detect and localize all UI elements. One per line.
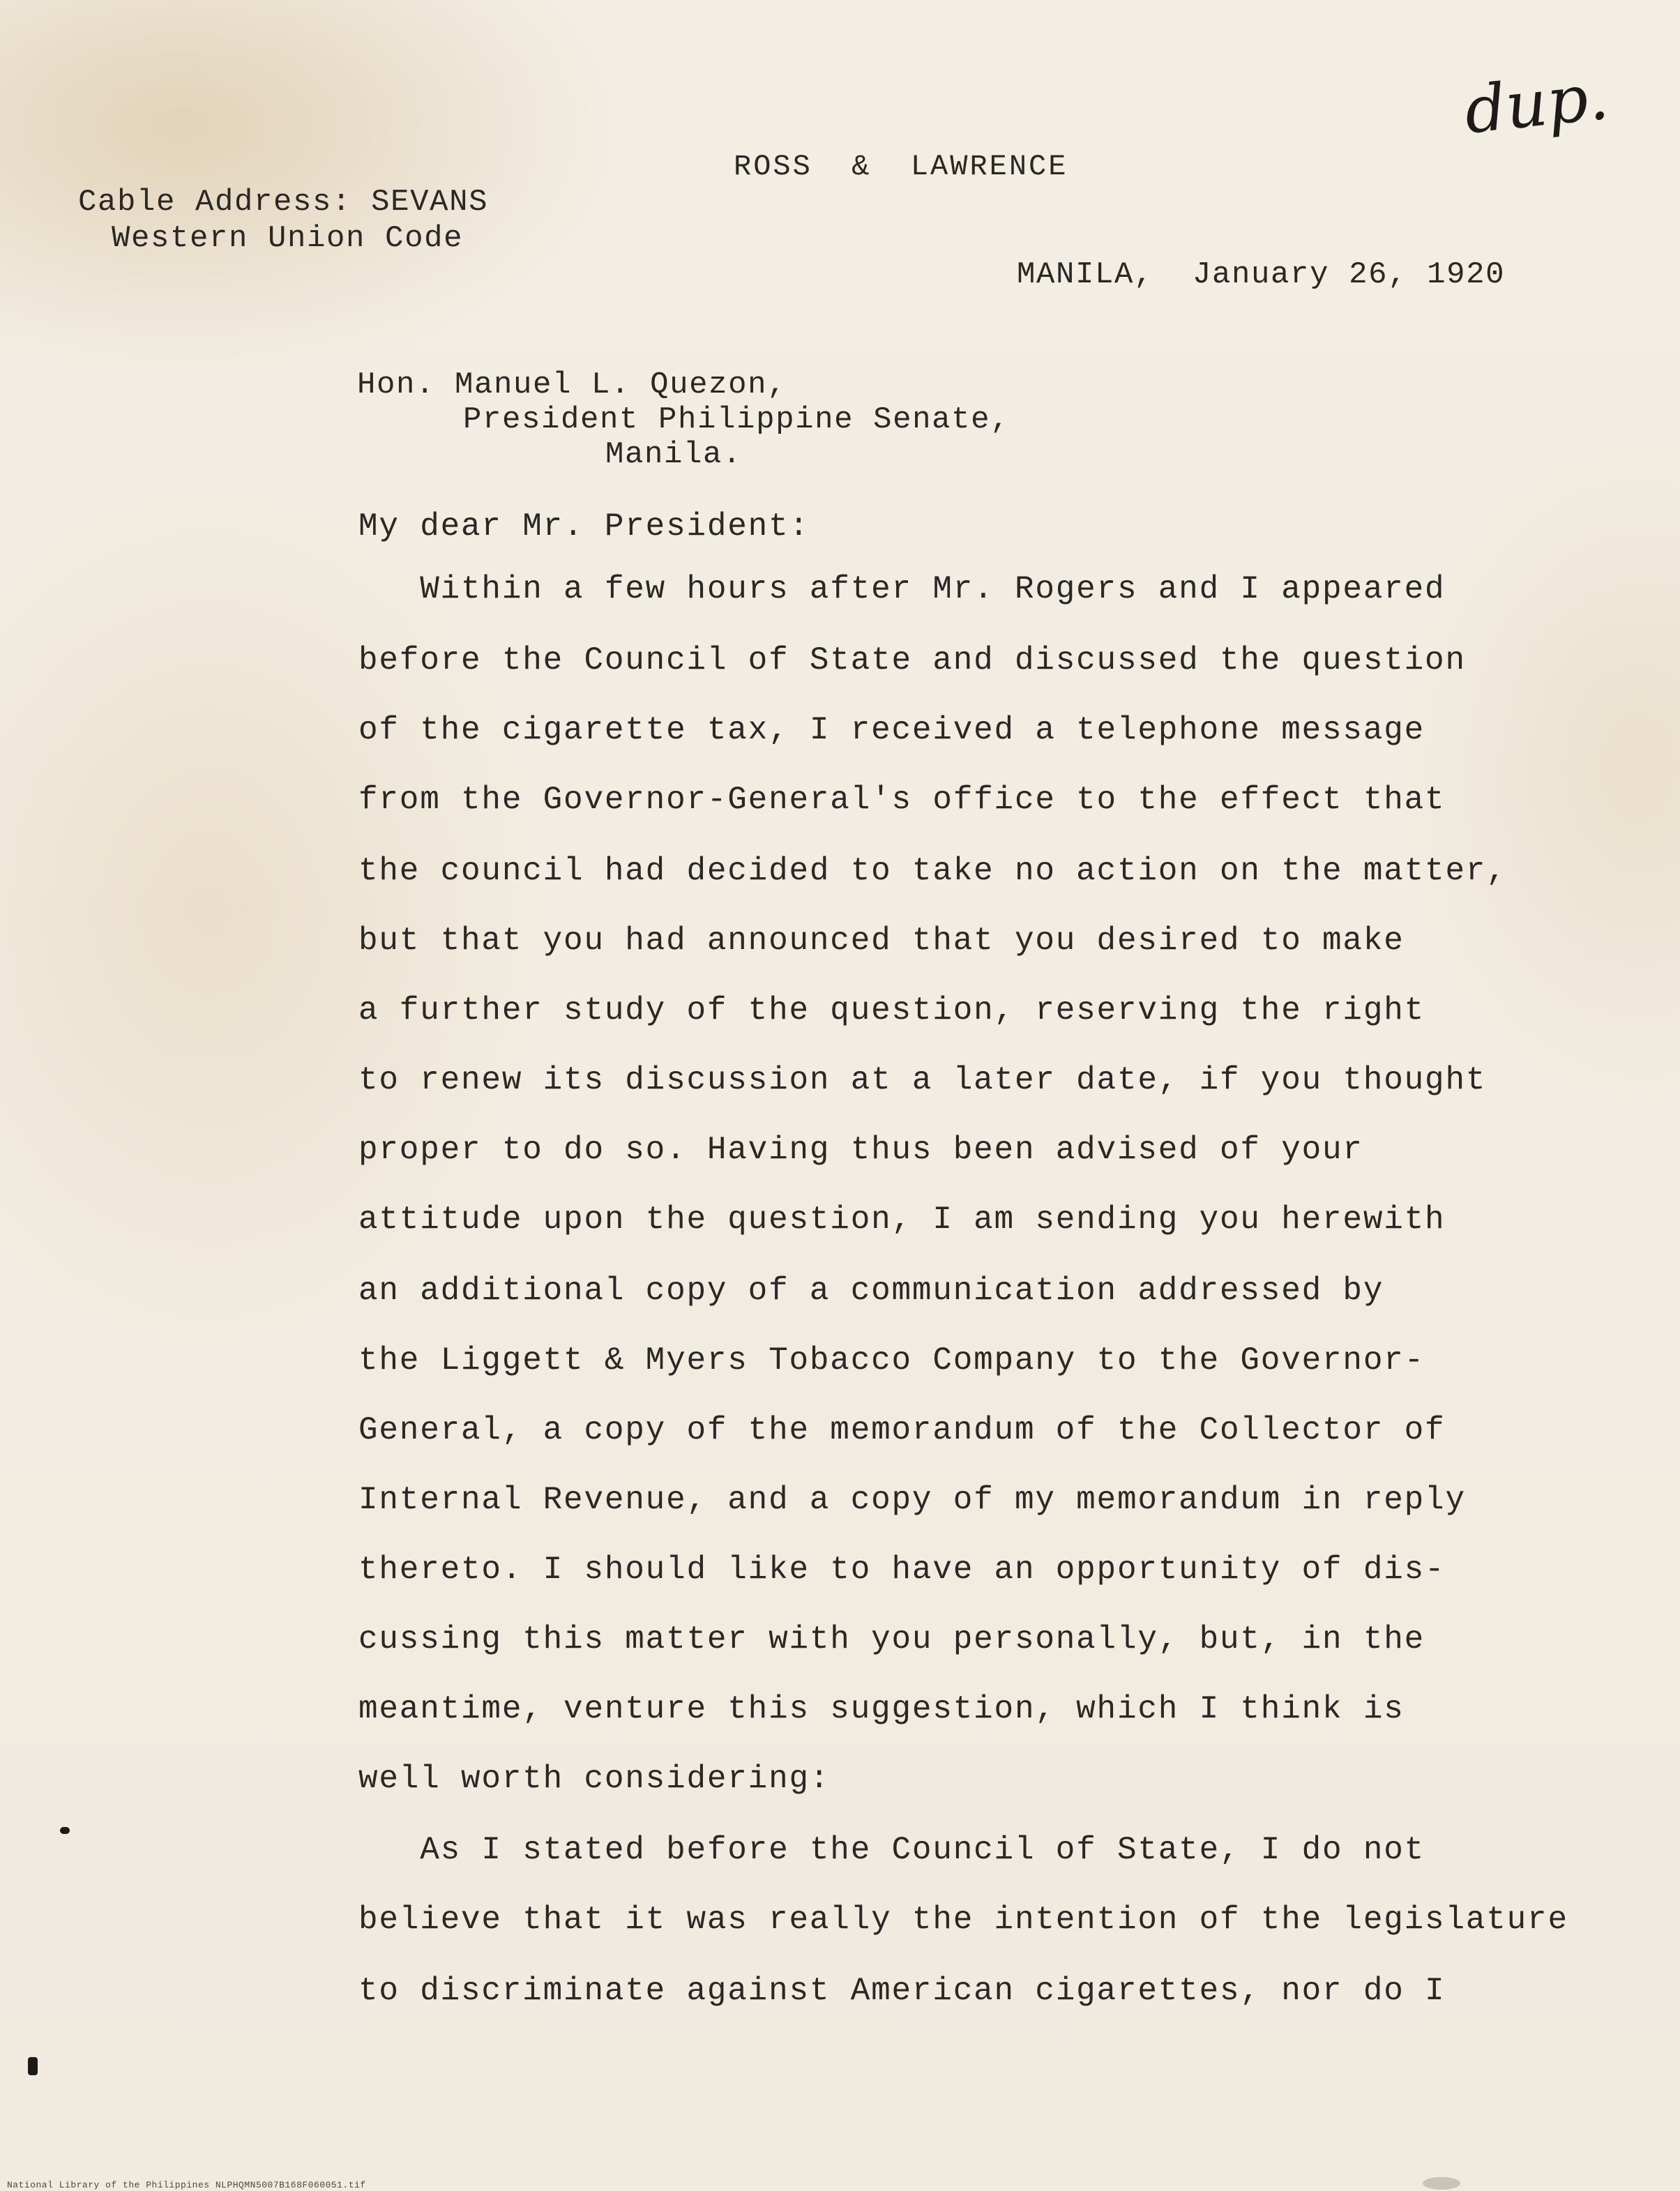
addressee-city: Manila. [605,437,743,472]
body-line: cussing this matter with you personally, but, in the [358,1621,1425,1658]
telegraph-code: Western Union Code [112,221,464,256]
body-line: the council had decided to take no action on the matter, [358,853,1507,889]
cable-address: Cable Address: SEVANS [78,185,489,220]
body-line: General, a copy of the memorandum of the Collector of [358,1412,1446,1448]
body-line: the Liggett & Myers Tobacco Company to the Governor- [358,1342,1425,1379]
body-line: an additional copy of a communication addressed by [358,1273,1384,1309]
handwritten-note: dup. [1460,59,1612,149]
body-line: well worth considering: [358,1761,831,1797]
body-line: Internal Revenue, and a copy of my memorandum in reply [358,1482,1466,1518]
body-line: from the Governor-General's office to the effect that [358,782,1446,818]
body-line: thereto. I should like to have an opportunity of dis- [358,1552,1446,1588]
addressee-name: Hon. Manuel L. Quezon, [357,367,787,402]
body-line: a further study of the question, reserving the right [358,992,1425,1029]
body-line: to renew its discussion at a later date, if you thought [358,1062,1487,1098]
archive-footer: National Library of the Philippines NLPHQMN5007B168F060051.tif [7,2180,366,2190]
body-line: Within a few hours after Mr. Rogers and I appeared [358,571,1446,607]
body-line: to discriminate against American cigarettes, nor do I [358,1973,1446,2009]
body-line: As I stated before the Council of State, I do not [358,1832,1425,1868]
dateline: MANILA, January 26, 1920 [1017,257,1506,292]
addressee-title: President Philippine Senate, [463,402,1011,437]
body-line: but that you had announced that you desired to make [358,923,1405,959]
ink-mark [28,2057,38,2075]
ink-mark [60,1827,70,1834]
firm-name: ROSS & LAWRENCE [734,150,1068,183]
body-line: before the Council of State and discussed the question [358,642,1466,678]
body-line: proper to do so. Having thus been advised of your [358,1132,1363,1168]
body-line: of the cigarette tax, I received a telephone message [358,712,1425,748]
paper-hole [1423,2177,1460,2190]
body-line: attitude upon the question, I am sending you herewith [358,1201,1446,1238]
body-line: meantime, venture this suggestion, which I think is [358,1691,1405,1727]
body-line: believe that it was really the intention of the legislature [358,1902,1568,1938]
salutation: My dear Mr. President: [358,508,810,545]
